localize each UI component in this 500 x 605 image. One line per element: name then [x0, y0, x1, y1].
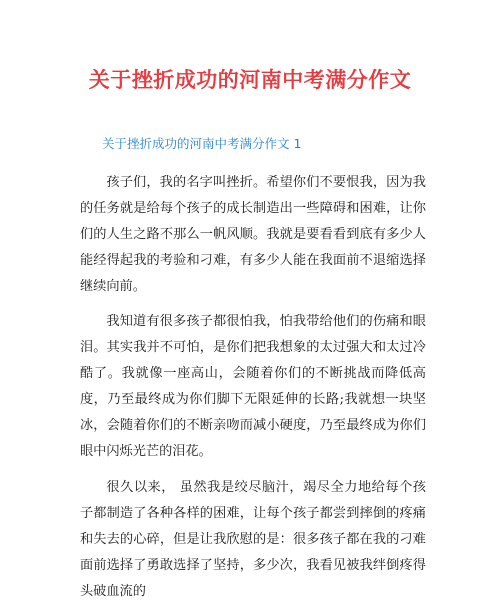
essay-heading: 关于挫折成功的河南中考满分作文 1 [102, 136, 302, 151]
paragraph-3: 很久以来， 虽然我是绞尽脑汁，竭尽全力地给每个孩子都制造了各种各样的困难，让每个孩子都尝到摔倒的疼痛和失去的心碎，但是让我欣慰的是：很多孩子都在我的刁难面前选择了勇敢选择了坚持，多少次，我看见被我绊倒疼得头破血流的 [80, 480, 426, 599]
document-title: 关于挫折成功的河南中考满分作文 [88, 68, 412, 92]
paragraph-1: 孩子们，我的名字叫挫折。希望你们不要恨我，因为我的任务就是给每个孩子的成长制造出一些障碍和困难，让你们的人生之路不那么一帆风顺。我就是要看看到底有多少人能经得起我的考验和刁难，有多少人能在我面前不退缩选择继续向前。 [80, 175, 426, 294]
paragraph-2: 我知道有很多孩子都很怕我，怕我带给他们的伤痛和眼泪。其实我并不可怕，是你们把我想象的太过强大和太过冷酷了。我就像一座高山，会随着你们的不断挑战而降低高度，乃至最终成为你们脚下无限延伸的长路;我就想一块坚冰，会随着你们的不断亲吻而减小硬度，乃至最终成为你们眼中闪烁光芒的泪花。 [80, 314, 426, 459]
